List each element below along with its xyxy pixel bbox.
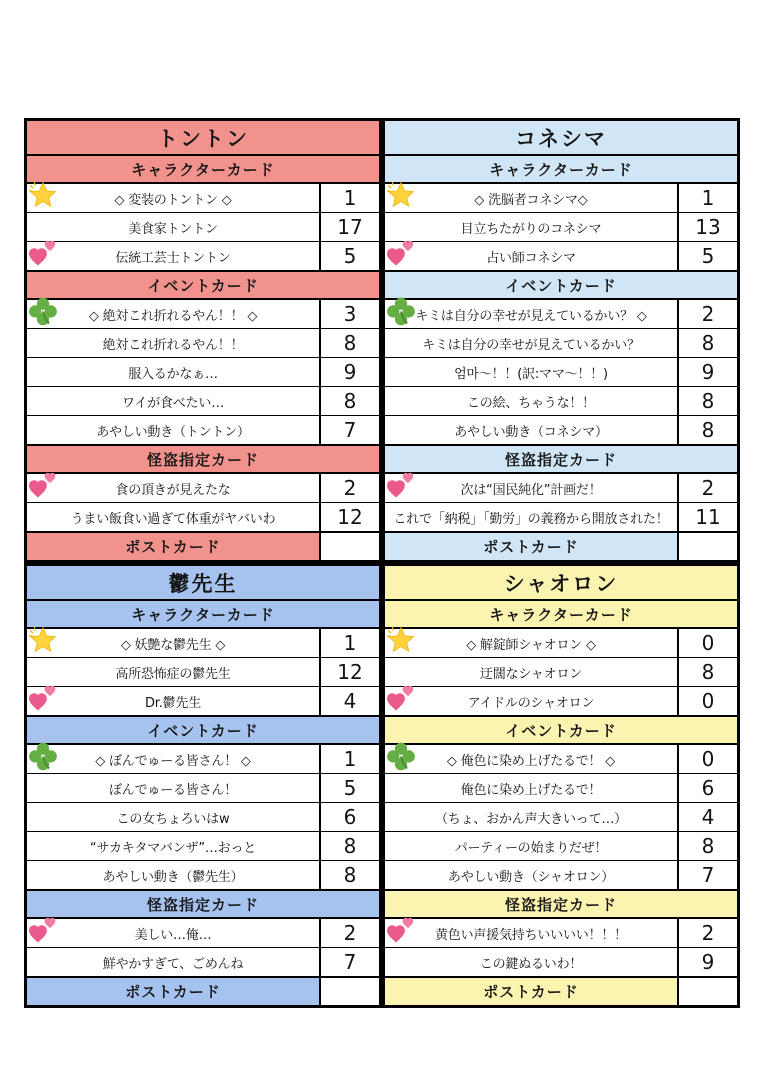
- card-row: [27, 657, 379, 686]
- card-count: 2: [677, 474, 737, 502]
- card-count: 7: [677, 861, 737, 889]
- card-count: 8: [677, 387, 737, 415]
- section-character-cards-header: キャラクターカード: [385, 599, 737, 629]
- quadrant-title: 鬱先生: [27, 566, 379, 599]
- two-hearts-icon: [27, 682, 59, 714]
- card-label: ◇ ぼんでゅーる皆さん！ ◇: [27, 745, 319, 773]
- card-label: （ちょ、おかん声大きいって…）: [434, 811, 627, 827]
- card-count: 1: [319, 629, 379, 657]
- glowing-star-icon: [27, 624, 59, 656]
- card-count: 2: [319, 474, 379, 502]
- card-row: [385, 415, 737, 444]
- card-row: [385, 831, 737, 860]
- card-row: [27, 802, 379, 831]
- two-hearts-icon: [385, 469, 417, 501]
- card-row: [27, 328, 379, 357]
- card-row: [27, 860, 379, 889]
- card-count: 0: [677, 745, 737, 773]
- section-event-cards-header: イベントカード: [27, 715, 379, 745]
- card-row: [385, 328, 737, 357]
- card-count: 12: [319, 503, 379, 531]
- card-row: [27, 745, 379, 773]
- four-leaf-clover-icon: [385, 295, 417, 327]
- section-kaito-cards-header: 怪盗指定カード: [385, 444, 737, 474]
- card-count: 9: [677, 948, 737, 976]
- post-card-header: ポストカード: [27, 533, 319, 560]
- card-count: 4: [319, 687, 379, 715]
- four-leaf-clover-icon: [385, 740, 417, 772]
- card-label: キミは自分の幸せが見えているかい？: [422, 337, 640, 353]
- section-event-cards-header: イベントカード: [385, 715, 737, 745]
- section-kaito-cards: [27, 919, 379, 976]
- card-row: [27, 502, 379, 531]
- card-label: キミは自分の幸せが見えているかい？ ◇: [385, 300, 677, 328]
- section-post-card-row: [385, 976, 737, 1005]
- card-row: [385, 657, 737, 686]
- post-card-empty-count: [319, 533, 379, 560]
- card-row: [27, 300, 379, 328]
- card-row: [385, 686, 737, 715]
- card-count: 12: [319, 658, 379, 686]
- card-row: [27, 241, 379, 270]
- quadrant-xiaolong: [382, 563, 740, 1008]
- card-count: 5: [677, 242, 737, 270]
- two-hearts-icon: [27, 237, 59, 269]
- card-count: 11: [677, 503, 737, 531]
- four-leaf-clover-icon: [27, 740, 59, 772]
- post-card-header: ポストカード: [385, 978, 677, 1005]
- card-count: 5: [319, 242, 379, 270]
- glowing-star-icon: [385, 179, 417, 211]
- post-card-header: ポストカード: [385, 533, 677, 560]
- card-row: [27, 184, 379, 212]
- post-card-empty-count: [677, 978, 737, 1005]
- card-label: この絵、ちゃうな！！: [466, 395, 595, 411]
- card-label: 美食家トントン: [128, 221, 218, 237]
- card-row: [27, 686, 379, 715]
- card-count: 8: [319, 861, 379, 889]
- card-label: ◇ 洗脳者コネシマ◇: [385, 184, 677, 212]
- card-label: あやしい動き（トントン）: [96, 424, 250, 440]
- card-row: [385, 300, 737, 328]
- card-label: うまい飯食い過ぎて体重がヤバいわ: [70, 511, 276, 527]
- card-count: 6: [319, 803, 379, 831]
- card-label: 目立ちたがりのコネシマ: [460, 221, 602, 237]
- card-row: [385, 745, 737, 773]
- card-count: 8: [677, 832, 737, 860]
- card-count: 1: [319, 745, 379, 773]
- card-label: 迂闊なシャオロン: [479, 666, 583, 682]
- card-label: 俺色に染め上げたるで！: [460, 782, 602, 798]
- card-label: 食の頂きが見えたな: [27, 474, 319, 502]
- section-kaito-cards-header: 怪盗指定カード: [27, 889, 379, 919]
- card-row: [27, 357, 379, 386]
- card-count: 5: [319, 774, 379, 802]
- card-count: 13: [677, 213, 737, 241]
- card-row: [27, 474, 379, 502]
- card-row: [27, 773, 379, 802]
- card-count: 0: [677, 687, 737, 715]
- card-row: [385, 773, 737, 802]
- card-row: [385, 212, 737, 241]
- card-row: [27, 629, 379, 657]
- card-count: 9: [319, 358, 379, 386]
- quadrant-body: [385, 154, 737, 560]
- card-label: あやしい動き（鬱先生）: [102, 869, 244, 885]
- card-row: [385, 629, 737, 657]
- card-row: [385, 474, 737, 502]
- card-label: 絶対これ折れるやん！！: [102, 337, 244, 353]
- card-label: 鮮やかすぎて、ごめんね: [102, 956, 244, 972]
- card-count: 4: [677, 803, 737, 831]
- two-hearts-icon: [385, 682, 417, 714]
- card-row: [385, 357, 737, 386]
- glowing-star-icon: [385, 624, 417, 656]
- section-post-card-row: [27, 531, 379, 560]
- card-label: 美しい…俺…: [27, 919, 319, 947]
- card-count: 7: [319, 948, 379, 976]
- card-count: 8: [319, 387, 379, 415]
- quadrant-title: コネシマ: [385, 121, 737, 154]
- card-count: 3: [319, 300, 379, 328]
- section-event-cards-header: イベントカード: [385, 270, 737, 300]
- quadrant-body: [27, 154, 379, 560]
- card-label: アイドルのシャオロン: [385, 687, 677, 715]
- section-kaito-cards: [385, 919, 737, 976]
- section-character-cards: [27, 629, 379, 715]
- section-event-cards: [385, 745, 737, 889]
- card-count: 1: [677, 184, 737, 212]
- card-label: 服入るかなぁ…: [128, 366, 218, 382]
- card-count: 9: [677, 358, 737, 386]
- section-event-cards-header: イベントカード: [27, 270, 379, 300]
- card-label: “サカキタマバンザ”…おっと: [89, 840, 257, 856]
- card-count: 17: [319, 213, 379, 241]
- section-post-card-row: [27, 976, 379, 1005]
- card-label: 次は“国民純化”計画だ！: [385, 474, 677, 502]
- card-count: 6: [677, 774, 737, 802]
- card-label: この鍵ぬるいわ！: [479, 956, 583, 972]
- section-kaito-cards: [385, 474, 737, 531]
- card-label: ◇ 変装のトントン ◇: [27, 184, 319, 212]
- card-row: [27, 415, 379, 444]
- section-character-cards-header: キャラクターカード: [27, 154, 379, 184]
- card-count-table: [24, 118, 740, 1008]
- card-row: [27, 212, 379, 241]
- card-row: [385, 184, 737, 212]
- section-post-card-row: [385, 531, 737, 560]
- two-hearts-icon: [27, 914, 59, 946]
- card-count: 7: [319, 416, 379, 444]
- card-count: 1: [319, 184, 379, 212]
- card-label: あやしい動き（コネシマ）: [454, 424, 608, 440]
- card-label: ◇ 俺色に染め上げたるで！ ◇: [385, 745, 677, 773]
- card-row: [385, 947, 737, 976]
- section-character-cards-header: キャラクターカード: [27, 599, 379, 629]
- card-label: これで「納税」「勤労」の義務から開放された！: [393, 511, 669, 527]
- card-label: 高所恐怖症の鬱先生: [115, 666, 231, 682]
- section-event-cards: [27, 745, 379, 889]
- section-character-cards-header: キャラクターカード: [385, 154, 737, 184]
- card-label: 黄色い声援気持ちいいいい！！！: [385, 919, 677, 947]
- section-character-cards: [385, 184, 737, 270]
- section-character-cards: [27, 184, 379, 270]
- post-card-header: ポストカード: [27, 978, 319, 1005]
- card-count: 8: [319, 832, 379, 860]
- quadrant-koneshima: [382, 118, 740, 563]
- quadrant-utsusensei: [24, 563, 382, 1008]
- card-count: 2: [677, 300, 737, 328]
- card-label: Dr.鬱先生: [27, 687, 319, 715]
- card-row: [385, 802, 737, 831]
- card-count: 2: [319, 919, 379, 947]
- card-label: この女ちょろいはw: [116, 811, 230, 827]
- card-row: [385, 860, 737, 889]
- section-kaito-cards: [27, 474, 379, 531]
- section-character-cards: [385, 629, 737, 715]
- card-label: 伝統工芸士トントン: [27, 242, 319, 270]
- post-card-empty-count: [319, 978, 379, 1005]
- two-hearts-icon: [385, 914, 417, 946]
- card-row: [385, 502, 737, 531]
- quadrant-title: トントン: [27, 121, 379, 154]
- quadrant-body: [27, 599, 379, 1005]
- quadrant-tonton: [24, 118, 382, 563]
- card-count: 2: [677, 919, 737, 947]
- card-count: 8: [677, 658, 737, 686]
- card-label: 엄마～！！(訳:ママ～！！): [454, 366, 608, 382]
- card-row: [27, 947, 379, 976]
- card-label: ぼんでゅーる皆さん！: [108, 782, 237, 798]
- card-count: 8: [319, 329, 379, 357]
- card-label: あやしい動き（シャオロン）: [447, 869, 615, 885]
- card-count: 0: [677, 629, 737, 657]
- card-label: ◇ 絶対これ折れるやん！！ ◇: [27, 300, 319, 328]
- section-event-cards: [27, 300, 379, 444]
- post-card-empty-count: [677, 533, 737, 560]
- card-count: 8: [677, 416, 737, 444]
- two-hearts-icon: [385, 237, 417, 269]
- card-label: ◇ 妖艶な鬱先生 ◇: [27, 629, 319, 657]
- card-row: [27, 919, 379, 947]
- quadrant-title: シャオロン: [385, 566, 737, 599]
- card-label: ワイが食べたい…: [121, 395, 224, 411]
- glowing-star-icon: [27, 179, 59, 211]
- card-row: [27, 386, 379, 415]
- four-leaf-clover-icon: [27, 295, 59, 327]
- card-label: パーティーの始まりだぜ！: [454, 840, 608, 856]
- card-row: [385, 241, 737, 270]
- card-label: 占い師コネシマ: [385, 242, 677, 270]
- card-row: [385, 919, 737, 947]
- section-event-cards: [385, 300, 737, 444]
- section-kaito-cards-header: 怪盗指定カード: [385, 889, 737, 919]
- card-row: [27, 831, 379, 860]
- card-count: 8: [677, 329, 737, 357]
- quadrant-body: [385, 599, 737, 1005]
- section-kaito-cards-header: 怪盗指定カード: [27, 444, 379, 474]
- card-row: [385, 386, 737, 415]
- two-hearts-icon: [27, 469, 59, 501]
- card-label: ◇ 解錠師シャオロン ◇: [385, 629, 677, 657]
